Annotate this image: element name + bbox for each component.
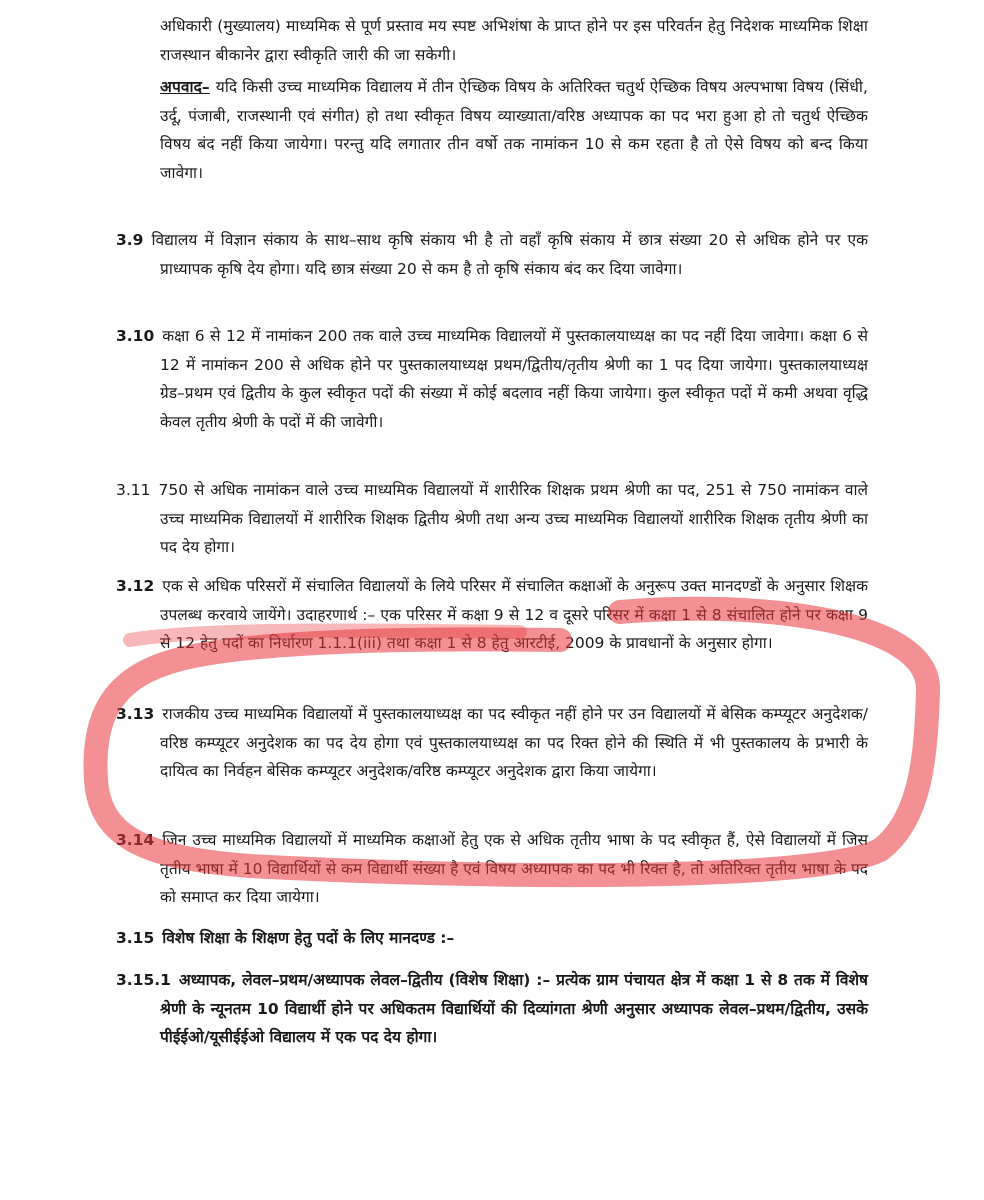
section-number: 3.15	[116, 929, 155, 947]
section-number: 3.10	[116, 327, 155, 345]
section-3-9	[116, 226, 868, 283]
section-number: 3.11	[116, 481, 151, 499]
exception-text: यदि किसी उच्च माध्यमिक विद्यालय में तीन ऐच्छिक विषय के अतिरिक्त चतुर्थ ऐच्छिक विषय अल्पभाषा विषय (सिंधी, उर्दू, पंजाबी, राजस्थानी एवं संगीत) हो तथा स्वीकृत विषय व्याख्याता/वरिष्ठ अध्यापक का पद भरा हुआ हो तो चतुर्थ ऐच्छिक विषय बंद नहीं किया जायेगा। परन्तु यदि लगातार तीन वर्षो तक नामांकन 10 से कम रहता है तो ऐसे विषय को बन्द किया जावेगा।	[160, 78, 868, 182]
section-3-15-1	[116, 966, 868, 1052]
section-3-10	[116, 322, 868, 436]
intro-paragraph	[160, 12, 868, 187]
section-text: 750 से अधिक नामांकन वाले उच्च माध्यमिक विद्यालयों में शारीरिक शिक्षक प्रथम श्रेणी का पद, 251 से 750 नामांकन वाले उच्च माध्यमिक विद्यालयों में शारीरिक शिक्षक द्वितीय श्रेणी तथा अन्य उच्च माध्यमिक विद्यालयों शारीरिक शिक्षक तृतीय श्रेणी का पद देय होगा।	[158, 481, 868, 556]
section-3-14	[116, 826, 868, 912]
section-number: 3.13	[116, 705, 155, 723]
section-text: जिन उच्च माध्यमिक विद्यालयों में माध्यमिक कक्षाओं हेतु एक से अधिक तृतीय भाषा के पद स्वीकृत हैं, ऐसे विद्यालयों में जिस तृतीय भाषा में 10 विद्यार्थियों से कम विद्यार्थी संख्या है एवं विषय अध्यापक का पद भी रिक्त है, तो अतिरिक्त तृतीय भाषा के पद को समाप्त कर दिया जायेगा।	[160, 831, 868, 906]
section-number: 3.15.1	[116, 971, 171, 989]
section-3-11	[116, 476, 868, 562]
section-text: कक्षा 6 से 12 में नामांकन 200 तक वाले उच्च माध्यमिक विद्यालयों में पुस्तकालयाध्यक्ष का पद नहीं दिया जावेगा। कक्षा 6 से 12 में नामांकन 200 से अधिक होने पर पुस्तकालयाध्यक्ष प्रथम/द्वितीय/तृतीय श्रेणी का 1 पद दिया जायेगा। पुस्तकालयाध्यक्ष ग्रेड–प्रथम एवं द्वितीय के कुल स्वीकृत पदों की संख्या में कोई बदलाव नहीं किया जायेगा। कुल स्वीकृत पदों में कमी अथवा वृद्धि केवल तृतीय श्रेणी के पदों में की जावेगी।	[160, 327, 868, 431]
section-number: 3.9	[116, 231, 144, 249]
exception-paragraph	[160, 73, 868, 187]
section-3-13	[116, 700, 868, 786]
intro-line: अधिकारी (मुख्यालय) माध्यमिक से पूर्ण प्रस्ताव मय स्पष्ट अभिशंषा के प्राप्त होने पर इस परिवर्तन हेतु निदेशक माध्यमिक शिक्षा राजस्थान बीकानेर द्वारा स्वीकृति जारी की जा सकेगी।	[160, 17, 868, 64]
section-number: 3.14	[116, 831, 155, 849]
section-text: राजकीय उच्च माध्यमिक विद्यालयों में पुस्तकालयाध्यक्ष का पद स्वीकृत नहीं होने पर उन विद्यालयों में बेसिक कम्प्यूटर अनुदेशक/वरिष्ठ कम्प्यूटर अनुदेशक का पद देय होगा एवं पुस्तकालयाध्यक्ष का पद रिक्त होने की स्थिति में भी पुस्तकालय के प्रभारी के दायित्व का निर्वहन बेसिक कम्प्यूटर अनुदेशक/वरिष्ठ कम्प्यूटर अनुदेशक द्वारा किया जायेगा।	[160, 705, 868, 780]
section-3-15-heading	[116, 924, 868, 953]
section-text: अध्यापक, लेवल–प्रथम/अध्यापक लेवल–द्वितीय (विशेष शिक्षा) :– प्रत्येक ग्राम पंचायत क्षेत्र में कक्षा 1 से 8 तक में विशेष श्रेणी के न्यूनतम 10 विद्यार्थी होने पर अधिकतम विद्यार्थियों की दिव्यांगता श्रेणी अनुसार अध्यापक लेवल–प्रथम/द्वितीय, उसके पीईईओ/यूसीईईओ विद्यालय में एक पद देय होगा।	[160, 971, 868, 1046]
exception-label: अपवाद–	[160, 78, 210, 96]
section-number: 3.12	[116, 577, 155, 595]
section-text: विद्यालय में विज्ञान संकाय के साथ–साथ कृषि संकाय भी है तो वहाँ कृषि संकाय में छात्र संख्या 20 से अधिक होने पर एक प्राध्यापक कृषि देय होगा। यदि छात्र संख्या 20 से कम है तो कृषि संकाय बंद कर दिया जावेगा।	[151, 231, 868, 278]
section-3-12	[116, 572, 868, 658]
section-text: विशेष शिक्षा के शिक्षण हेतु पदों के लिए मानदण्ड :–	[162, 929, 455, 947]
section-text: एक से अधिक परिसरों में संचालित विद्यालयों के लिये परिसर में संचालित कक्षाओं के अनुरूप उक्त मानदण्डों के अनुसार शिक्षक उपलब्ध करवाये जायेंगे। उदाहरणार्थ :– एक परिसर में कक्षा 9 से 12 व दूसरे परिसर में कक्षा 1 से 8 संचालित होने पर कक्षा 9 से 12 हेतु पदों का निर्धारण 1.1.1(iii) तथा कक्षा 1 से 8 हेतु आरटीई, 2009 के प्रावधानों के अनुसार होगा।	[160, 577, 868, 652]
